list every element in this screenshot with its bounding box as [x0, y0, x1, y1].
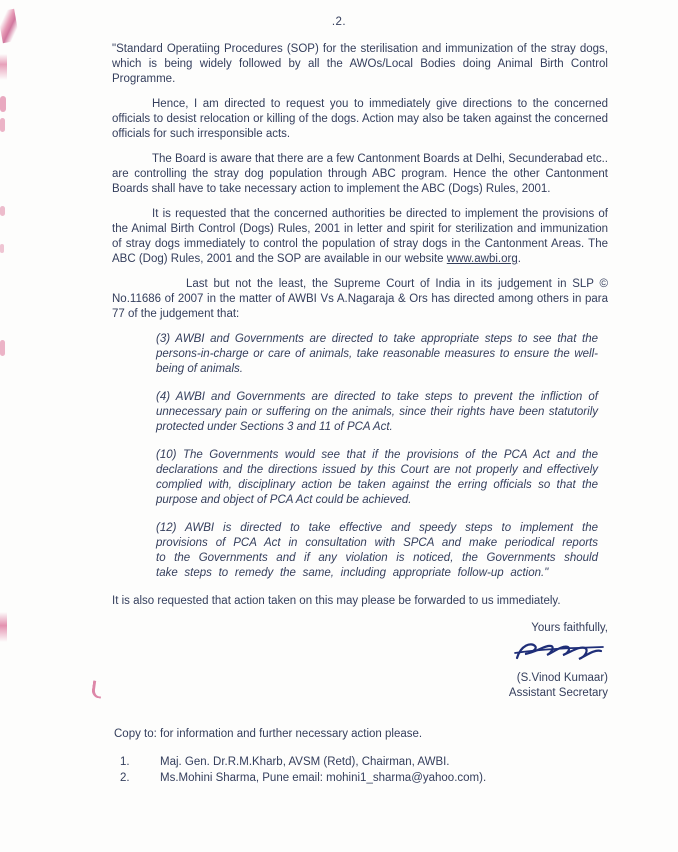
list-item [120, 754, 608, 770]
list-item [120, 770, 608, 786]
paragraph-supreme-court: Last but not the least, the Supreme Court of India in its judgement in SLP © No.11686 of 2007 in the matter of AWBI Vs A.Nagaraja & Ors has directed among others in para 77 of the judgement that: [112, 278, 608, 320]
closing-block [112, 621, 608, 701]
copy-to-line: Copy to: for information and further necessary action please. [114, 728, 423, 740]
recipient-number: 1. [120, 756, 130, 768]
recipient-number: 2. [120, 772, 130, 784]
recipient-list [112, 754, 608, 786]
paragraph-final: It is also requested that action taken on this may please be forwarded to us immediately. [112, 595, 561, 607]
paragraph-requested-period: . [517, 253, 521, 265]
paragraph-hence: Hence, I am directed to request you to immediately give directions to the concerned officials to desist relocation or killing of the dogs. Action may also be taken against the concerned officials for such irresponsible acts. [112, 98, 608, 140]
signatory-title: Assistant Secretary [508, 687, 608, 699]
quote-para-12: (12) AWBI is directed to take effective and speedy steps to implement the provisions of PCA Act in consultation with SPCA and make periodical reports to the Governments and if any violation is noticed, the Governments should take steps to remedy the same, including appropriate follow-up action." [156, 522, 598, 579]
paragraph-board: The Board is aware that there are a few Cantonment Boards at Delhi, Secunderabad etc.. are controlling the stray dog population through ABC program. Hence the other Cantonment Boards shall have to take necessary action to implement the ABC (Dogs) Rules, 2001. [112, 153, 608, 195]
quote-para-4: (4) AWBI and Governments are directed to take steps to prevent the infliction of unnecessary pain or suffering on the animals, since their rights have been statutorily protected under Sections 3 and 11 of PCA Act. [156, 391, 598, 433]
signature [112, 638, 606, 671]
paragraph-sop: "Standard Operatiing Procedures (SOP) for the sterilisation and immunization of the stray dogs, which is being widely followed by all the AWOs/Local Bodies doing Animal Birth Control Programme. [112, 43, 608, 85]
quote-para-3: (3) AWBI and Governments are directed to take appropriate steps to see that the persons-in-charge or care of animals, take reasonable measures to ensure the well-being of animals. [156, 333, 598, 375]
signature-scribble [511, 638, 606, 666]
closing-salutation: Yours faithfully, [531, 622, 608, 634]
paragraph-requested [112, 207, 608, 267]
awbi-website-link[interactable]: www.awbi.org [446, 253, 518, 265]
recipient-text: Ms.Mohini Sharma, Pune email: mohini1_sharma@yahoo.com). [160, 772, 487, 784]
recipient-text: Maj. Gen. Dr.R.M.Kharb, AVSM (Retd), Chairman, AWBI. [160, 756, 450, 768]
signatory-name: (S.Vinod Kumaar) [516, 672, 608, 684]
quote-para-10: (10) The Governments would see that if the provisions of the PCA Act and the declarations and the directions issued by this Court are not properly and effectively complied with, disciplinary action be taken against the erring officials so that the purpose and object of PCA Act could be achieved. [156, 449, 598, 506]
page-number: .2. [331, 16, 347, 28]
paragraph-requested-text: It is requested that the concerned authorities be directed to implement the provisions of the Animal Birth Control (Dogs) Rules, 2001 in letter and spirit for sterilization and immunization of stray dogs immediately to control the population of stray dogs in the Cantonment Areas. The ABC (Dog) Rules, 2001 and the SOP are available in our website [112, 208, 608, 265]
